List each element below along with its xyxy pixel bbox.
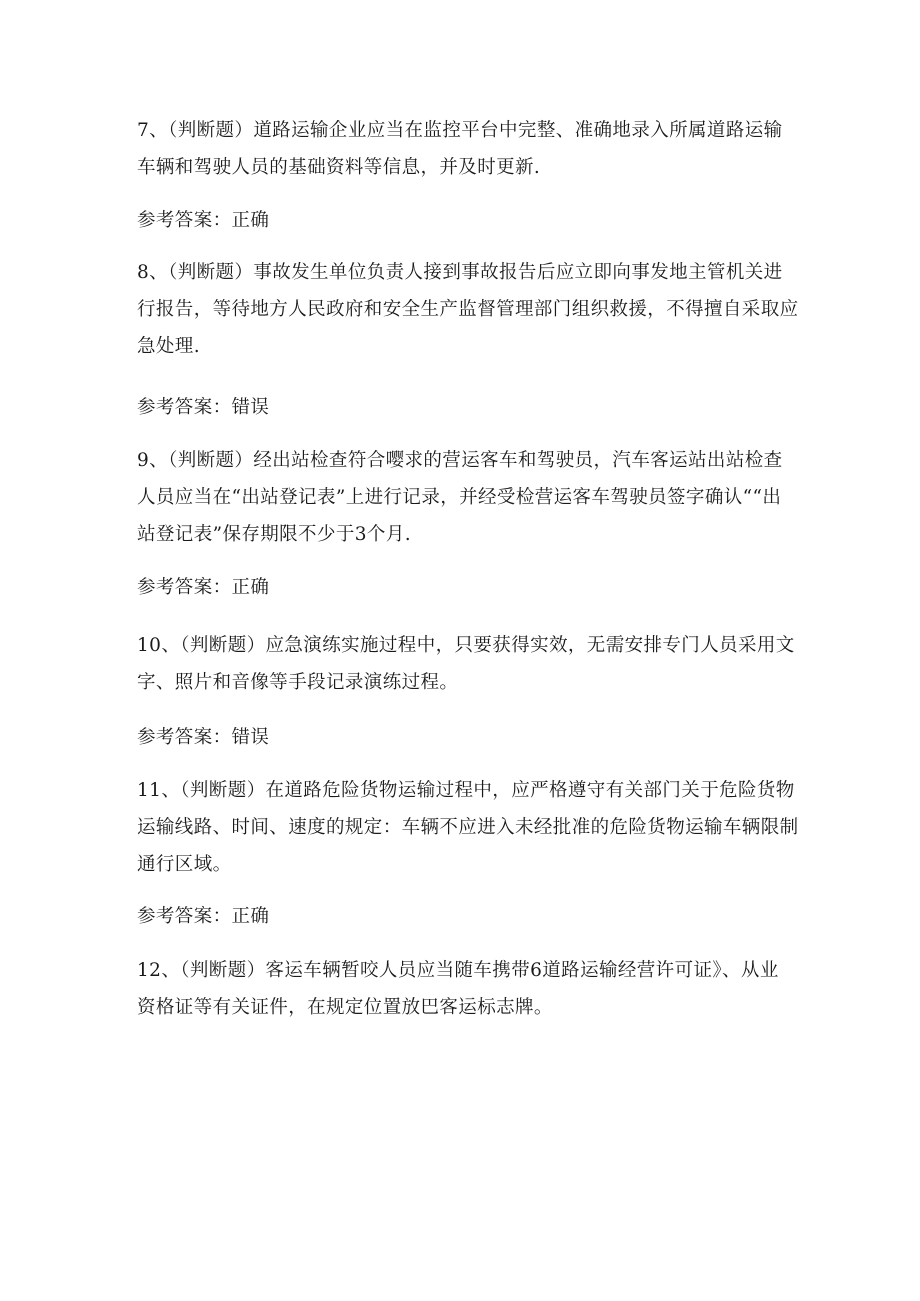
question-10	[137, 627, 795, 701]
question-line: 通行区域。	[137, 854, 232, 875]
question-line: 资格证等有关证件，在规定位置放巴客运标志牌。	[137, 997, 553, 1018]
question-line: 行报告，等待地方人民政府和安全生产监督管理部门组织救援，不得擅自采取应	[137, 299, 799, 320]
answer-8: 参考答案：错误	[137, 397, 270, 418]
answer-11: 参考答案：正确	[137, 906, 270, 927]
question-7	[137, 112, 787, 186]
question-line: 人员应当在“出站登记表”上进行记录，并经受检营运客车驾驶员签字确认““出	[137, 487, 782, 508]
question-12	[137, 952, 787, 1026]
question-line: 急处理.	[137, 336, 200, 357]
question-9	[137, 442, 787, 553]
question-11	[137, 772, 799, 883]
answer-7: 参考答案：正确	[137, 210, 270, 231]
question-line: 10、（判断题）应急演练实施过程中，只要获得实效，无需安排专门人员采用文	[137, 635, 795, 656]
question-line: 字、照片和音像等手段记录演练过程。	[137, 672, 459, 693]
question-line: 车辆和驾驶人员的基础资料等信息，并及时更新.	[137, 157, 541, 178]
question-line: 12、（判断题）客运车辆暂咬人员应当随车携带6道路运输经营许可证》、从业	[137, 960, 779, 981]
question-line: 运输线路、时间、速度的规定：车辆不应进入未经批准的危险货物运输车辆限制	[137, 817, 799, 838]
question-line: 8、（判断题）事故发生单位负责人接到事故报告后应立即向事发地主管机关进	[137, 262, 783, 283]
answer-9: 参考答案：正确	[137, 577, 270, 598]
answer-10: 参考答案：错误	[137, 727, 270, 748]
question-line: 9、（判断题）经出站检查符合嘤求的营运客车和驾驶员，汽车客运站出站检查	[137, 450, 783, 471]
question-8	[137, 254, 799, 365]
question-line: 11、（判断题）在道路危险货物运输过程中，应严格遵守有关部门关于危险货物	[137, 780, 795, 801]
question-line: 7、（判断题）道路运输企业应当在监控平台中完整、准确地录入所属道路运输	[137, 120, 783, 141]
question-line: 站登记表”保存期限不少于3个月.	[137, 524, 412, 545]
